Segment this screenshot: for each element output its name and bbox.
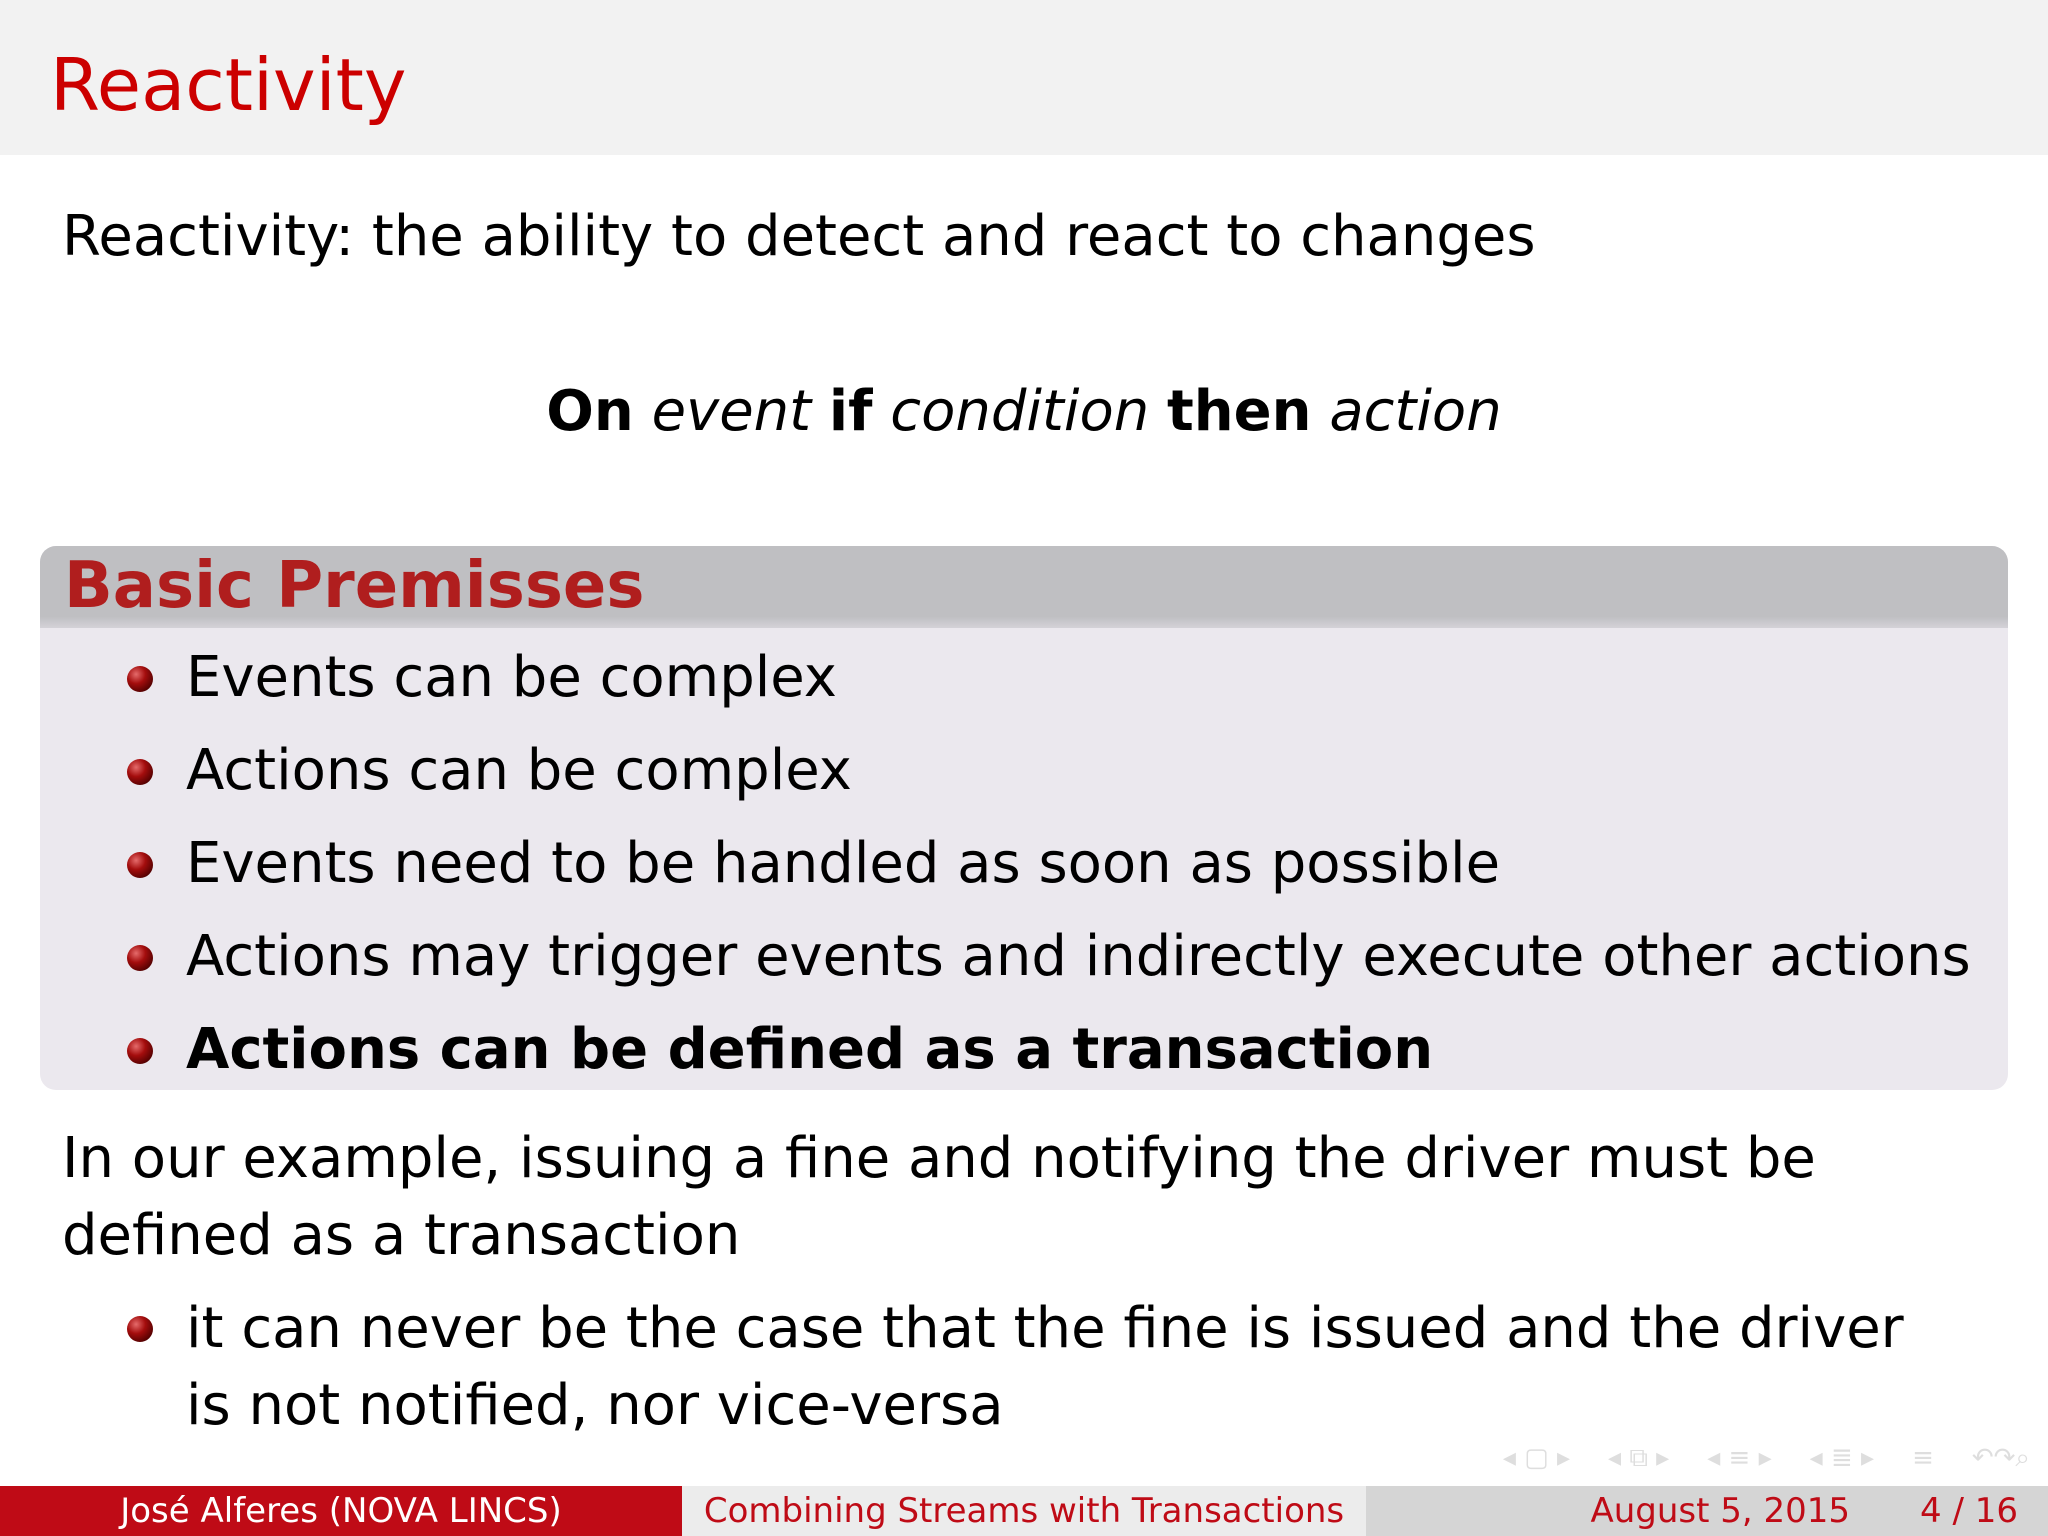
list-item bbox=[40, 824, 2008, 917]
bullet-ball-icon bbox=[127, 852, 153, 878]
nav-subsection-list-icon[interactable]: ◂ ≣ ▸ bbox=[1809, 1443, 1875, 1473]
basic-premisses-block bbox=[40, 546, 2008, 1090]
list-item-text: Events can be complex bbox=[186, 645, 837, 710]
nav-frame-prev-icon[interactable]: ◂ ▢ ▸ bbox=[1502, 1443, 1571, 1473]
footer-bar bbox=[0, 1486, 2048, 1536]
rule-action: action bbox=[1329, 379, 1502, 444]
beamer-navigation[interactable] bbox=[1310, 1443, 2030, 1473]
block-header bbox=[40, 546, 2008, 628]
list-item bbox=[40, 638, 2008, 731]
footer-talk-title: Combining Streams with Transactions bbox=[682, 1486, 1366, 1536]
footer-author: José Alferes (NOVA LINCS) bbox=[0, 1486, 682, 1536]
list-item-text: Events need to be handled as soon as possible bbox=[186, 831, 1501, 896]
bullet-ball-icon bbox=[127, 666, 153, 692]
rule-keyword-on: On bbox=[546, 379, 634, 444]
block-title: Basic Premisses bbox=[64, 549, 645, 623]
frame-title: Reactivity bbox=[50, 43, 407, 127]
example-sub-item bbox=[0, 1290, 1940, 1444]
list-item bbox=[40, 917, 2008, 1010]
rule-keyword-if: if bbox=[828, 379, 873, 444]
list-item bbox=[40, 1010, 2008, 1090]
bullet-ball-icon bbox=[127, 1038, 153, 1064]
nav-align-icon[interactable]: ≡ bbox=[1912, 1443, 1934, 1473]
footer-date: August 5, 2015 bbox=[1590, 1491, 1851, 1531]
nav-search-icon[interactable]: ↶↷⌕ bbox=[1971, 1442, 2030, 1473]
rule-condition: condition bbox=[890, 379, 1150, 444]
footer-page-number: 4 / 16 bbox=[1920, 1491, 2018, 1531]
bullet-ball-icon bbox=[127, 1316, 153, 1342]
list-item-text: Actions may trigger events and indirectly execute other actions bbox=[186, 924, 1971, 989]
rule-keyword-then: then bbox=[1167, 379, 1312, 444]
footer-date-page bbox=[1366, 1486, 2048, 1536]
bullet-ball-icon bbox=[127, 759, 153, 785]
nav-subsection-icon[interactable]: ◂ ⧉ ▸ bbox=[1608, 1442, 1670, 1473]
bullet-ball-icon bbox=[127, 945, 153, 971]
list-item bbox=[40, 731, 2008, 824]
rule-event: event bbox=[651, 379, 812, 444]
premisses-list bbox=[40, 638, 2008, 1090]
sub-item-text: it can never be the case that the fine is issued and the driver is not notified, nor vice-versa bbox=[186, 1296, 1904, 1438]
frame-title-bar bbox=[0, 0, 2048, 155]
eca-rule bbox=[0, 378, 2048, 445]
list-item-text: Actions can be complex bbox=[186, 738, 852, 803]
reactivity-definition: Reactivity: the ability to detect and react to changes bbox=[62, 204, 1536, 269]
list-item-text: Actions can be defined as a transaction bbox=[186, 1017, 1434, 1082]
example-paragraph: In our example, issuing a fine and notifying the driver must be defined as a transaction bbox=[62, 1126, 1816, 1268]
nav-section-icon[interactable]: ◂ ≡ ▸ bbox=[1707, 1443, 1772, 1473]
